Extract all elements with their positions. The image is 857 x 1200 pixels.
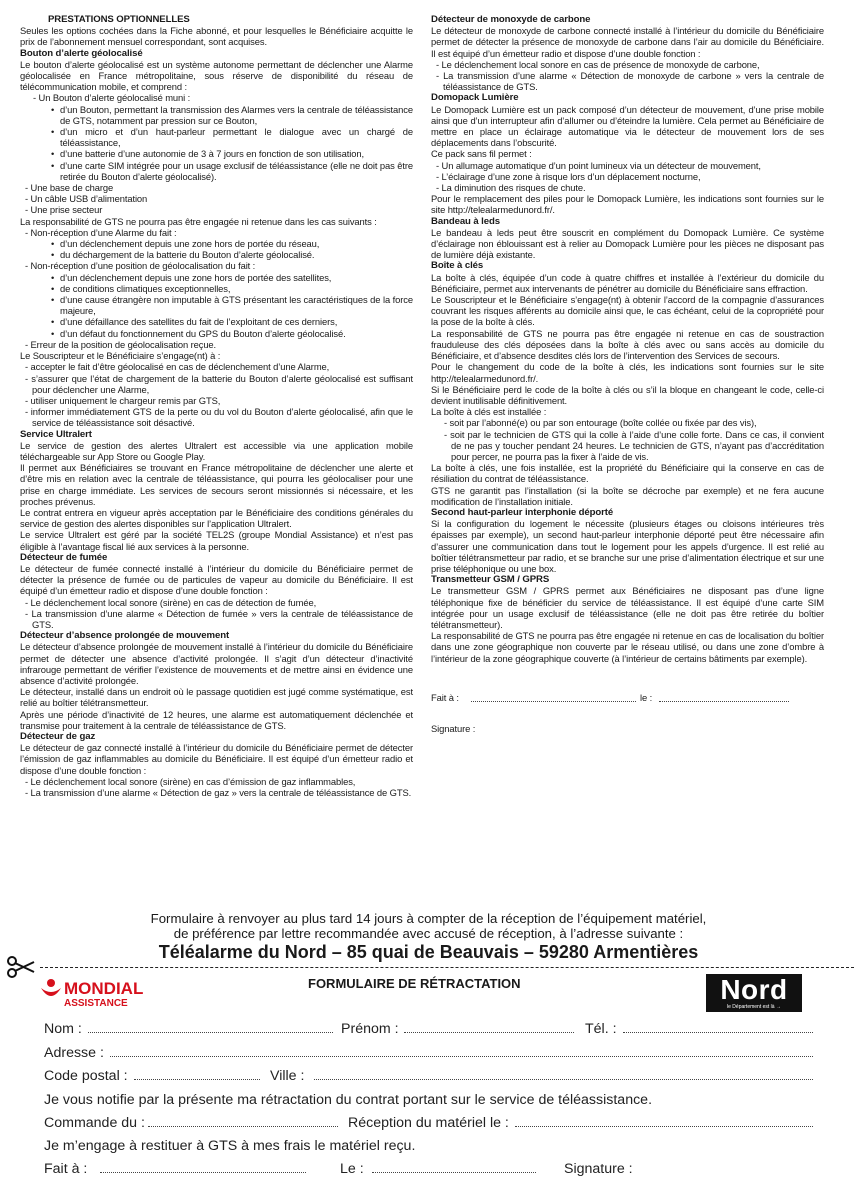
gas-list xyxy=(20,776,413,798)
nom-label: Nom : xyxy=(44,1021,82,1037)
keybox-p1: La boîte à clés, équipée d’un code à quatre chiffres et installée à l’extérieur du domicile du Bénéficiaire, permet aux intervenants de pénétrer au domicile du Bénéficiaire sans effraction. xyxy=(431,271,824,294)
geo-components xyxy=(20,92,413,215)
return-line-2: de préférence par lettre recommandée avec accusé de réception, à l’adresse suivante : xyxy=(173,926,684,941)
domopack-p1: Le Domopack Lumière est un pack composé d’un détecteur de mouvement, d’une prise mobile ainsi que d’un interrupteur afin d’allumer ou d’éteindre la lumière. Cela permet au Bénéficiaire de mettre en place un éclairage automatique via le détecteur de mouvement lors de ses déplacements dans l’obscurité. xyxy=(431,103,824,149)
ultralert-p4: Le service Ultralert est géré par la société TEL2S (groupe Mondial Assistance) et n’est pas éligible à l’avantage fiscal lié aux services à la personne. xyxy=(20,529,413,552)
list-item: - La transmission d’une alarme « Détection de gaz » vers la centrale de téléassistance de GTS. xyxy=(25,787,412,799)
tel-label: Tél. : xyxy=(585,1021,617,1037)
list-item: - soit par l’abonné(e) ou par son entourage (boîte collée ou fixée par des vis), xyxy=(444,417,757,429)
intro-text: Seules les options cochées dans la Fiche abonné, et pour lesquelles le Bénéficiaire acquitte le prix de l’abonnement mensuel correspondant, sont acquises. xyxy=(20,25,413,48)
keybox-p6: La boîte à clés est installée : xyxy=(431,406,547,418)
ultralert-p3: Le contrat entrera en vigueur après acceptation par le Bénéficiaire des conditions générales du service de gestion des alertes disponibles sur l’application Ultralert. xyxy=(20,506,413,530)
list-item: - Non-réception d’une Alarme du fait : xyxy=(25,226,177,238)
code-postal-label: Code postal : xyxy=(44,1068,128,1084)
mondial-brand: MONDIAL xyxy=(64,979,144,998)
gsm-p2: La responsabilité de GTS ne pourra pas être engagée ni retenue en cas de localisation du boîtier dans une zone géographique non couverte par le réseau utilisé, ou dans une zone d’ombre à l’intérieur de la zone géographique couverte (à l’intérieur de certains bâtiments par exemple). xyxy=(431,630,824,664)
list-item: • d’un déclenchement depuis une zone hors de portée du réseau, xyxy=(20,238,413,249)
nord-brand: Nord xyxy=(720,974,788,1005)
signature-block xyxy=(431,692,824,734)
leds-p1: Le bandeau à leds peut être souscrit en complément du Domopack Lumière. Ce système d’éclairage non éblouissant est à relier au Domopack Lumière pour les pièces ne disposant pas de lumière déjà existante. xyxy=(431,226,824,261)
geo-p3: Le Souscripteur et le Bénéficiaire s’engage(nt) à : xyxy=(20,350,221,362)
list-item: • de conditions climatiques exceptionnelles, xyxy=(20,283,413,294)
cut-line xyxy=(40,967,854,968)
list-item: - utiliser uniquement le chargeur remis par GTS, xyxy=(25,394,221,406)
domopack-p3: Pour le remplacement des piles pour le Domopack Lumière, les indications sont fournies sur le site http://telealarmedunord.fr/. xyxy=(431,193,824,216)
co-list xyxy=(431,59,824,93)
nord-tagline: le Département est là → xyxy=(727,1004,781,1010)
keybox-p2: Le Souscripteur et le Bénéficiaire s’engage(nt) à obtenir l’accord de la compagnie d’assurances couvrant les risques afférents au domicile ainsi que, le cas échéant, celui de la copropriété pour la pose de la boîte à clés. xyxy=(431,294,824,328)
co-heading: Détecteur de monoxyde de carbone xyxy=(431,14,591,25)
domopack-p2: Ce pack sans fil permet : xyxy=(431,148,532,160)
signature-label: Signature : xyxy=(431,722,476,734)
gsm-p1: Le transmetteur GSM / GPRS permet aux Bénéficiaires ne disposant pas d’une ligne téléphonique fixe de bénéficier du service de téléassistance. Il est équipé d’une carte SIM intégrée pour un usage exclusif de téléassistance (elle ne doit pas être retirée du boîtier télétransmetteur). xyxy=(431,585,824,630)
reception-field[interactable] xyxy=(515,1126,813,1127)
smoke-list xyxy=(20,597,413,631)
speaker-p1: Si la configuration du logement le nécessite (plusieurs étages ou cloisons intérieures très épaisses par exemple), un second haut-parleur interphonie déporté peut être nécessaire afin d’assurer une communication dans tout le logement pour les appels d’urgence. Il est relié au boîtier télétransmetteur par radio, et se branche sur une prise d’alimentation électrique et sur une prise téléphonique ou une box. xyxy=(431,518,824,574)
domopack-heading: Domopack Lumière xyxy=(431,92,519,104)
ultralert-p1: Le service de gestion des alertes Ultralert est accessible via une application mobile téléchargeable sur App Store ou Google Play. xyxy=(20,439,413,462)
nord-logo xyxy=(706,974,802,1012)
gsm-heading: Transmetteur GSM / GPRS xyxy=(431,574,550,586)
absence-p3: Après une période d’inactivité de 12 heures, une alarme est automatiquement déclenchée et transmise pour traitement à la centrale de téléassistance de GTS. xyxy=(20,708,413,731)
gas-p1: Le détecteur de gaz connecté installé à l’intérieur du domicile du Bénéficiaire permet de détecter l’émission de gaz inflammables au domicile du Bénéficiaire. Il est équipé d’un émetteur radio et dispose d’une double fonction : xyxy=(20,742,413,776)
code-postal-field[interactable] xyxy=(134,1079,260,1080)
commande-label: Commande du : xyxy=(44,1115,145,1131)
list-item: - accepter le fait d’être géolocalisé en cas de déclenchement d’une Alarme, xyxy=(25,361,330,373)
list-item: - Le déclenchement local sonore en cas de présence de monoxyde de carbone, xyxy=(436,58,760,70)
prenom-field[interactable] xyxy=(404,1032,574,1033)
geo-p1: Le bouton d’alerte géolocalisé est un système autonome permettant de déclencher une Alarme géolocalisée en France métropolitaine, sous réserve de disponibilité du réseau de télécommunication mobile, et comprend : xyxy=(20,58,413,93)
list-item: - La transmission d’une alarme « Détection de monoxyde de carbone » vers la centrale de téléassistance de GTS. xyxy=(436,70,824,93)
list-item: - Un Bouton d’alerte géolocalisé muni : xyxy=(33,92,191,104)
fait-a-form-field[interactable] xyxy=(100,1172,306,1173)
ville-label: Ville : xyxy=(270,1068,305,1084)
list-item: - Une base de charge xyxy=(25,182,114,194)
retractation-statement: Je vous notifie par la présente ma rétractation du contrat portant sur le service de téléassistance. xyxy=(44,1092,653,1108)
restitution-statement: Je m’engage à restituer à GTS à mes frais le matériel reçu. xyxy=(44,1138,416,1154)
adresse-field[interactable] xyxy=(110,1056,813,1057)
keybox-list xyxy=(431,417,824,462)
list-item: • d’un Bouton, permettant la transmission des Alarmes vers la centrale de téléassistance de GTS, notamment par pression sur ce Bouton, xyxy=(20,104,413,126)
reception-label: Réception du matériel le : xyxy=(348,1115,509,1131)
keybox-p8: GTS ne garantit pas l’installation (si la boîte se décroche par exemple) et ne fera aucune modification de l’installation initiale. xyxy=(431,484,824,507)
keybox-p7: La boîte à clés, une fois installée, est la propriété du Bénéficiaire qui la conserve en cas de résiliation du contrat de téléassistance. xyxy=(431,462,824,485)
list-item: • d’un défaut du fonctionnement du GPS du Bouton d’alerte géolocalisé. xyxy=(20,328,413,339)
geo-cases xyxy=(20,227,413,350)
geo-heading: Bouton d’alerte géolocalisé xyxy=(20,47,143,59)
list-item: - soit par le technicien de GTS qui la colle à l’aide d’une colle forte. Dans ce cas, il convient de ne pas y toucher pendant 24 heures. Le technicien de GTS, n’ayant pas d’accréditation pour percer, ne pourra pas la fixer à l’aide de vis. xyxy=(444,428,824,462)
domopack-list xyxy=(431,160,824,194)
list-item: • d’une cause étrangère non imputable à GTS présentant les caractéristiques de la force majeure, xyxy=(20,294,413,316)
keybox-p4: Pour le changement du code de la boîte à clés, les indications sont fournies sur le site http://telealarmedunord.fr/. xyxy=(431,361,824,384)
ultralert-p2: Il permet aux Bénéficiaires se trouvant en France métropolitaine de déclencher une alerte et d’être mis en relation avec la centrale de téléassistance, qui pourra les géolocaliser pour une prise en charge immédiate. Les services de secours seront missionnés si nécessaire, et les proches prévenus. xyxy=(20,462,413,507)
ville-field[interactable] xyxy=(314,1079,813,1080)
list-item: • d’une carte SIM intégrée pour un usage exclusif de téléassistance (elle ne doit pas être retirée du Bouton d’alerte géolocalisé). xyxy=(20,160,413,182)
absence-p2: Le détecteur, installé dans un endroit où le passage quotidien est jugé comme systématique, est relié au boîtier télétransmetteur. xyxy=(20,686,413,709)
list-item: - La transmission d’une alarme « Détection de fumée » vers la centrale de téléassistance de GTS. xyxy=(25,607,413,630)
list-item: - Le déclenchement local sonore (sirène) en cas de détection de fumée, xyxy=(25,596,317,608)
le-dots[interactable] xyxy=(659,701,789,702)
list-item: - Le déclenchement local sonore (sirène) en cas d’émission de gaz inflammables, xyxy=(25,775,356,787)
gas-heading: Détecteur de gaz xyxy=(20,731,96,742)
list-item: • d’une défaillance des satellites du fait de l’exploitant de ces derniers, xyxy=(20,316,413,327)
smoke-heading: Détecteur de fumée xyxy=(20,551,108,563)
return-instructions xyxy=(0,911,857,941)
le-form-field[interactable] xyxy=(372,1172,536,1173)
speaker-heading: Second haut-parleur interphonie déporté xyxy=(431,506,614,518)
commande-field[interactable] xyxy=(148,1126,338,1127)
signature-form-label: Signature : xyxy=(564,1161,633,1177)
fait-a-dots[interactable] xyxy=(471,701,636,702)
section-title: PRESTATIONS OPTIONNELLES xyxy=(48,14,190,25)
mondial-brand-sub: ASSISTANCE xyxy=(64,998,128,1009)
geo-engagements xyxy=(20,361,413,428)
leds-heading: Bandeau à leds xyxy=(431,215,500,227)
list-item: • d’un déclenchement depuis une zone hors de portée des satellites, xyxy=(20,272,413,283)
keybox-p5: Si le Bénéficiaire perd le code de la boîte à clés ou s’il la bloque en changeant le code, celle-ci devient inutilisable définitivement. xyxy=(431,383,824,406)
scissors-icon xyxy=(6,955,36,984)
list-item: • d’une batterie d’une autonomie de 3 à 7 jours en fonction de son utilisation, xyxy=(20,148,413,159)
list-item: - informer immédiatement GTS de la perte ou du vol du Bouton d’alerte géolocalisé, afin que le service de téléassistance soit désactivé. xyxy=(25,406,413,429)
list-item: - Une prise secteur xyxy=(25,204,103,216)
list-item: • du déchargement de la batterie du Bouton d’alerte géolocalisé. xyxy=(20,249,413,260)
adresse-label: Adresse : xyxy=(44,1045,104,1061)
list-item: - Erreur de la position de géolocalisation reçue. xyxy=(25,338,217,350)
keybox-heading: Boîte à clés xyxy=(431,260,484,272)
form-title: FORMULAIRE DE RÉTRACTATION xyxy=(308,976,521,991)
geo-p2: La responsabilité de GTS ne pourra pas être engagée ni retenue dans les cas suivants : xyxy=(20,215,377,227)
list-item: - Non-réception d’une position de géolocalisation du fait : xyxy=(25,260,256,272)
ultralert-heading: Service Ultralert xyxy=(20,428,92,440)
list-item: - L’éclairage d’une zone à risque lors d’un déplacement nocturne, xyxy=(436,170,701,182)
list-item: - Un allumage automatique d’un point lumineux via un détecteur de mouvement, xyxy=(436,159,761,171)
list-item: • d’un micro et d’un haut-parleur permettant le dialogue avec un chargé de téléassistance, xyxy=(20,126,413,148)
fait-a-label: Fait à : xyxy=(431,691,459,703)
return-address: Téléalarme du Nord – 85 quai de Beauvais – 59280 Armentières xyxy=(158,942,699,962)
co-p1: Le détecteur de monoxyde de carbone connecté installé à l’intérieur du domicile du Bénéficiaire permet de détecter la présence de monoxyde de carbone dans l’air au domicile du Bénéficiaire. Il est équipé d’un émetteur radio et dispose d’une double fonction : xyxy=(431,25,824,59)
list-item: - s’assurer que l’état de chargement de la batterie du Bouton d’alerte géolocalisé est suffisant pour déclencher une Alarme, xyxy=(25,372,413,395)
keybox-p3: La responsabilité de GTS ne pourra pas être engagée ni retenue en cas de soustraction frauduleuse des clés déposées dans la boîte à clés avec ou sans accès au domicile du Bénéficiaire, et d’absence desdites clés lors de l’intervention des Services de secours. xyxy=(431,327,824,362)
list-item: - La diminution des risques de chute. xyxy=(436,182,586,194)
le-label: le : xyxy=(640,691,653,703)
absence-heading: Détecteur d’absence prolongée de mouvement xyxy=(20,630,230,642)
le-form-label: Le : xyxy=(340,1161,364,1177)
right-column xyxy=(431,14,824,753)
tel-field[interactable] xyxy=(623,1032,813,1033)
prenom-label: Prénom : xyxy=(341,1021,399,1037)
nom-field[interactable] xyxy=(88,1032,333,1033)
fait-a-form-label: Fait à : xyxy=(44,1161,88,1177)
return-line-1: Formulaire à renvoyer au plus tard 14 jours à compter de la réception de l’équipement matériel, xyxy=(150,911,707,926)
list-item: - Un câble USB d’alimentation xyxy=(25,193,148,205)
smoke-p1: Le détecteur de fumée connecté installé à l’intérieur du domicile du Bénéficiaire permet de détecter la présence de fumée ou de particules de vapeur au domicile du Bénéficiaire. Il est équipé d’un émetteur radio et dispose d’une double fonction : xyxy=(20,562,413,597)
left-column xyxy=(20,14,413,798)
mondial-logo-icon xyxy=(40,978,62,1009)
absence-p1: Le détecteur d’absence prolongée de mouvement installé à l’intérieur du domicile du Bénéficiaire permet de détecter une absence d’activité prolongée. Il s’agit d’un détecteur d’inactivité infrarouge permettant de vérifier l’existence de mouvements et de mettre ainsi en évidence une absence d’activité prolongée. xyxy=(20,641,413,686)
